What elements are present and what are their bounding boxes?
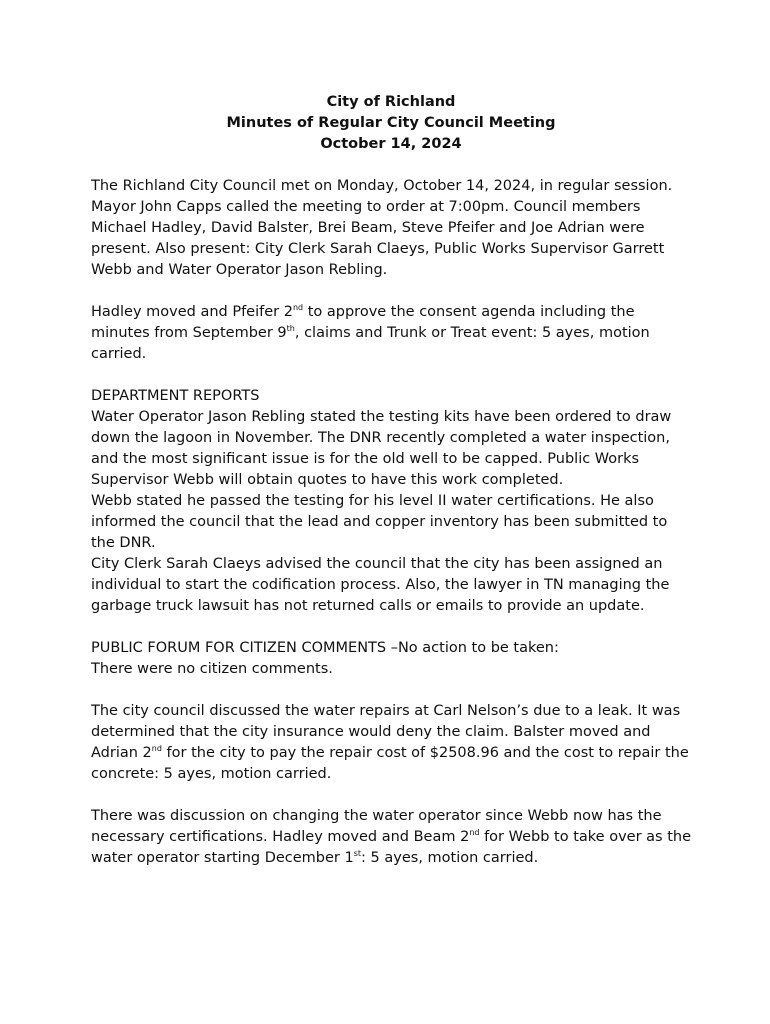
document-header (91, 92, 691, 155)
minutes-page (91, 92, 691, 890)
ordinal-suffix: th (286, 324, 295, 333)
consent-text-2: to approve the consent agenda including the minutes from September 9 (91, 304, 635, 341)
city-clerk-report: City Clerk Sarah Claeys advised the council that the city has been assigned an individual to start the codification process. Also, the lawyer in TN managing the garbage truck lawsuit has not returned calls or emails to provide an update. (91, 556, 670, 614)
department-reports-heading: DEPARTMENT REPORTS (91, 388, 260, 404)
operator-change-text-1: There was discussion on changing the water operator since Webb now has the necessary certifications. Hadley moved and Beam 2 (91, 808, 662, 845)
water-repairs-paragraph (91, 701, 691, 785)
public-works-report: Webb stated he passed the testing for his level II water certifications. He also informed the council that the lead and copper inventory has been submitted to the DNR. (91, 493, 668, 551)
city-name: City of Richland (326, 94, 456, 110)
public-forum-text: There were no citizen comments. (91, 661, 333, 677)
water-operator-change-paragraph (91, 806, 691, 869)
document-title: Minutes of Regular City Council Meeting (226, 115, 556, 131)
operator-change-text-3: : 5 ayes, motion carried. (361, 850, 539, 866)
consent-text-1: Hadley moved and Pfeifer 2 (91, 304, 293, 320)
water-operator-report: Water Operator Jason Rebling stated the testing kits have been ordered to draw down the lagoon in November. The DNR recently completed a water inspection, and the most significant issue is for the old well to be capped. Public Works Supervisor Webb will obtain quotes to have this work completed. (91, 409, 672, 488)
ordinal-suffix: nd (469, 828, 480, 837)
water-repairs-text-1: The city council discussed the water repairs at Carl Nelson’s due to a leak. It was determined that the city insurance would deny the claim. Balster moved and Adrian 2 (91, 703, 681, 761)
ordinal-suffix: st (353, 849, 362, 858)
water-repairs-text-2: for the city to pay the repair cost of $2508.96 and the cost to repair the concrete: 5 ayes, motion carried. (91, 745, 689, 782)
attendance-paragraph: The Richland City Council met on Monday, October 14, 2024, in regular session. Mayor John Capps called the meeting to order at 7:00pm. Council members Michael Hadley, David Balster, Brei Beam, Steve Pfeifer and Joe Adrian were present. Also present: City Clerk Sarah Claeys, Public Works Supervisor Garrett Webb and Water Operator Jason Rebling. (91, 178, 673, 278)
ordinal-suffix: nd (292, 303, 304, 312)
consent-text-3: , claims and Trunk or Treat event: 5 ayes, motion carried. (91, 325, 650, 362)
public-forum-heading: PUBLIC FORUM FOR CITIZEN COMMENTS –No action to be taken: (91, 640, 559, 656)
public-forum-section (91, 638, 691, 680)
operator-change-text-2: for Webb to take over as the water operator starting December 1 (91, 829, 691, 866)
meeting-date: October 14, 2024 (320, 136, 462, 152)
ordinal-suffix: nd (151, 744, 162, 753)
department-reports-section (91, 386, 691, 617)
consent-agenda-paragraph (91, 302, 691, 365)
